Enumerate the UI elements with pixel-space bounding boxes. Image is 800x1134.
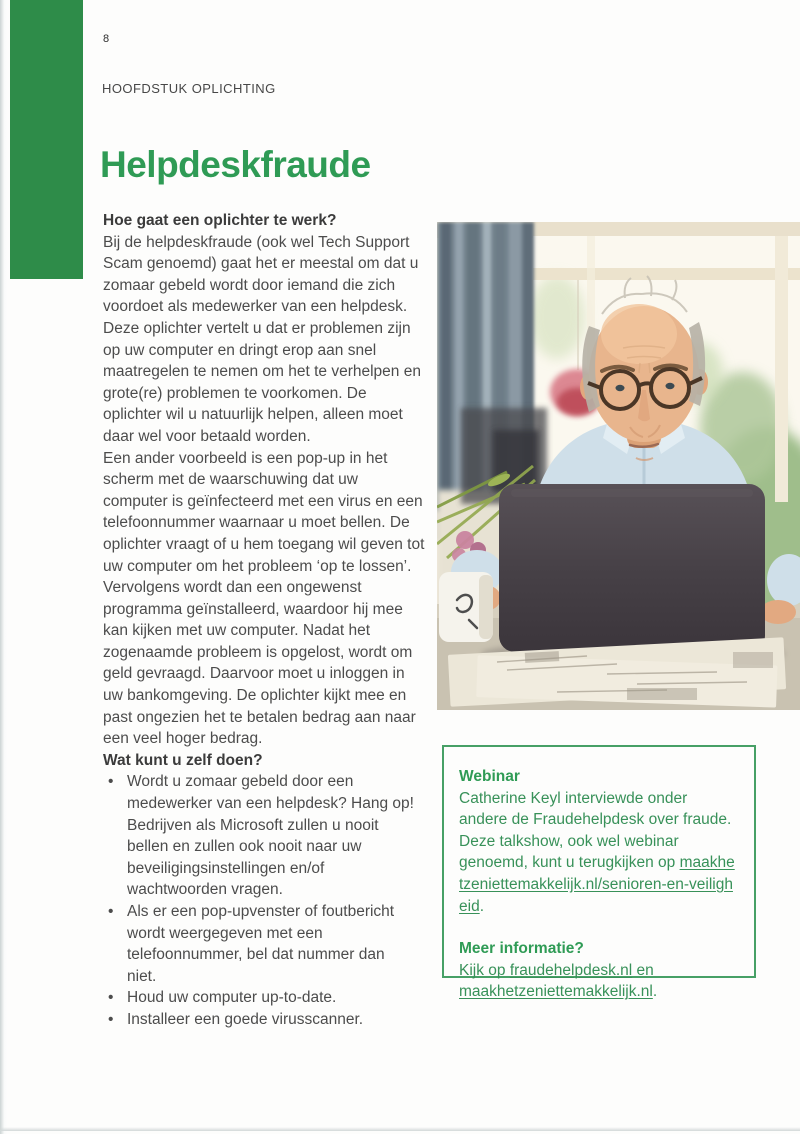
more-info-before: Kijk op bbox=[459, 961, 510, 979]
mug bbox=[439, 572, 493, 642]
webinar-text bbox=[459, 788, 739, 918]
paragraph-how: Bij de helpdeskfraude (ook wel Tech Support Scam genoemd) gaat het er meestal om dat u zomaar gebeld wordt door iemand die zich voordoet als medewerker van een helpdesk. Deze oplichter vertelt u dat er problemen zijn op uw computer en dringt erop aan snel maatregelen te nemen om het te verhelpen en grote(re) problemen te voorkomen. De oplichter wil u natuurlijk helpen, alleen moet daar wel voor betaald worden. bbox=[103, 233, 421, 445]
photo-elderly-man-at-laptop bbox=[437, 222, 800, 710]
tips-bullet-list bbox=[103, 771, 425, 1030]
more-info-after: . bbox=[652, 983, 658, 1001]
info-box bbox=[442, 745, 756, 1001]
webinar-text-before: Catherine Keyl interviewde onder andere de Fraudehelpdesk over fraude. Deze talkshow, ook wel webinar genoemd, kunt u terugkijken op bbox=[459, 789, 732, 872]
link-maakhetzeniettemakkelijk[interactable]: maakhetzeniettemakkelijk.nl bbox=[459, 983, 653, 1001]
bullet-item: • Houd uw computer up-to-date. bbox=[103, 987, 425, 1009]
page-number: 8 bbox=[103, 33, 110, 45]
bullet-item: • Wordt u zomaar gebeld door een medewerker van een helpdesk? Hang op! Bedrijven als Microsoft zullen u nooit bellen en zullen ook nooit naar uw beveiligingsinstellingen en/of wachtwoorden vragen. bbox=[103, 771, 425, 901]
section-heading-what-to-do: Wat kunt u zelf doen? bbox=[103, 751, 263, 769]
chapter-color-bar bbox=[10, 0, 83, 279]
chapter-kicker: HOOFDSTUK OPLICHTING bbox=[102, 81, 276, 96]
article-column bbox=[103, 210, 425, 1031]
link-fraudehelpdesk[interactable]: fraudehelpdesk.nl bbox=[509, 961, 633, 979]
more-info-text bbox=[459, 960, 739, 1003]
more-info-mid: en bbox=[632, 961, 654, 979]
link-senioren-en-veiligheid[interactable]: maakhetzeniettemakkelijk.nl/senioren-en-veiligheid bbox=[459, 854, 735, 915]
more-info-heading: Meer informatie? bbox=[459, 940, 584, 958]
bullet-item: • Als er een pop-upvenster of foutbericht wordt weergegeven met een telefoonnummer, bel dat nummer dan niet. bbox=[103, 901, 425, 987]
scan-edge-left bbox=[0, 0, 7, 1134]
section-heading-how: Hoe gaat een oplichter te werk? bbox=[103, 212, 337, 229]
webinar-text-after: . bbox=[479, 897, 484, 915]
page-title: Helpdeskfraude bbox=[100, 143, 371, 185]
paragraph-example: Een ander voorbeeld is een pop-up in het scherm met de waarschuwing dat uw computer is geïnfecteerd met een virus en een telefoonnummer waarnaar u moet bellen. De oplichter vraagt of u hem toegang wil geven tot uw computer om het probleem ‘op te lossen’. Vervolgens wordt dan een ongewenst programma geïnstalleerd, waardoor hij mee kan kijken met uw computer. Nadat het zogenaamde probleem is opgelost, wordt om geld gevraagd. Daarvoor moet u inloggen in uw bankomgeving. De oplichter kijkt mee en past ongezien het te betalen bedrag aan naar een veel hoger bedrag. bbox=[103, 449, 425, 748]
photo-illustration bbox=[437, 222, 800, 710]
bullet-item: • Installeer een goede virusscanner. bbox=[103, 1009, 425, 1031]
scan-edge-bottom bbox=[0, 1127, 800, 1131]
webinar-heading: Webinar bbox=[459, 768, 520, 785]
